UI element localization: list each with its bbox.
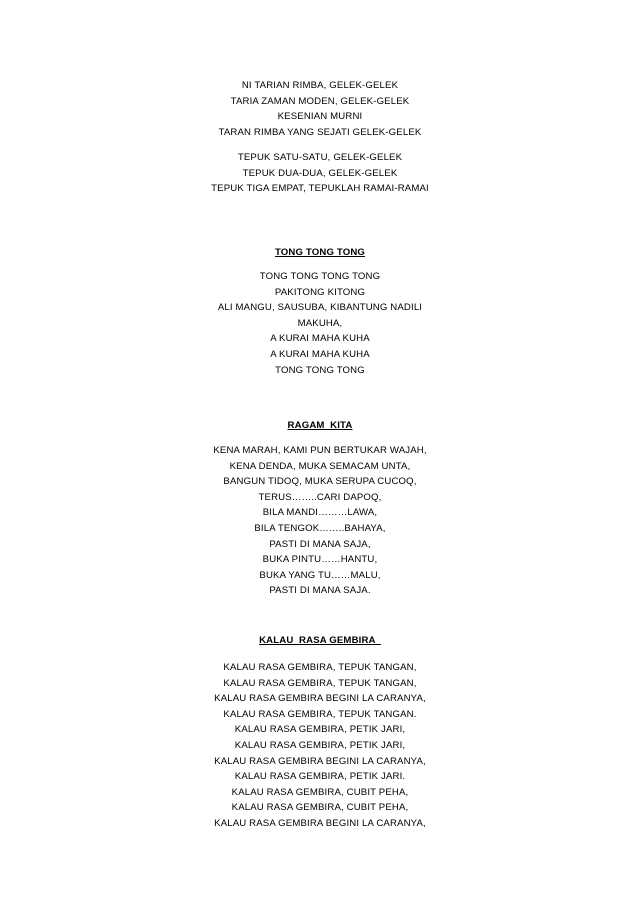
song-ragam-kita-lyrics [195,443,445,599]
lyric-line: TEPUK TIGA EMPAT, TEPUKLAH RAMAI-RAMAI [211,183,429,195]
song-tong-tong-title-block [195,245,445,261]
lyric-line: BUKA PINTU……HANTU, [262,554,378,566]
lyric-line: TARIA ZAMAN MODEN, GELEK-GELEK [230,95,410,107]
lyric-line: TARAN RIMBA YANG SEJATI GELEK-GELEK [218,126,422,138]
lyric-line: A KURAI MAHA KUHA [270,348,370,360]
lyric-line: BANGUN TIDOQ, MUKA SERUPA CUCOQ, [223,476,417,488]
song-title: KALAU RASA GEMBIRA [259,635,381,646]
song-kalau-rasa-gembira-lyrics [195,660,445,832]
lyric-line: KENA DENDA, MUKA SEMACAM UNTA, [229,460,411,472]
lyric-line: ALI MANGU, SAUSUBA, KIBANTUNG NADILI [217,302,423,314]
lyric-line: KALAU RASA GEMBIRA, PETIK JARI, [234,739,406,751]
lyric-line: PASTI DI MANA SAJA. [269,585,371,597]
lyric-line: KALAU RASA GEMBIRA, TEPUK TANGAN. [223,708,417,720]
song-gelek-verse-1 [195,78,445,140]
song-kalau-rasa-gembira-title-block [195,633,445,649]
lyric-line: KENA MARAH, KAMI PUN BERTUKAR WAJAH, [213,445,427,456]
lyric-line: BILA MANDI………LAWA, [262,507,378,519]
lyric-line: KESENIAN MURNI [277,111,363,123]
lyric-line: TONG TONG TONG TONG [259,271,381,282]
lyric-line: PAKITONG KITONG [274,286,366,298]
lyric-line: TERUS……..CARI DAPOQ, [258,491,382,503]
lyric-line: KALAU RASA GEMBIRA, CUBIT PEHA, [231,786,409,798]
lyric-line: TEPUK SATU-SATU, GELEK-GELEK [237,152,403,163]
lyric-line: KALAU RASA GEMBIRA, TEPUK TANGAN, [223,662,417,673]
song-ragam-kita-title-block [195,418,445,434]
lyric-line: KALAU RASA GEMBIRA, PETIK JARI. [234,771,406,783]
lyric-line: KALAU RASA GEMBIRA, CUBIT PEHA, [231,802,409,814]
song-gelek-verse-2 [195,150,445,197]
lyric-line: KALAU RASA GEMBIRA, PETIK JARI, [234,724,406,736]
lyric-line: KALAU RASA GEMBIRA, TEPUK TANGAN, [223,677,417,689]
lyric-line: TONG TONG TONG [275,364,365,376]
song-title: TONG TONG TONG [274,247,366,258]
lyric-line: NI TARIAN RIMBA, GELEK-GELEK [241,80,399,91]
lyric-line: BUKA YANG TU……MALU, [259,569,381,581]
lyric-line: KALAU RASA GEMBIRA BEGINI LA CARANYA, [214,693,426,705]
song-tong-tong-lyrics [195,269,445,378]
lyric-line: KALAU RASA GEMBIRA BEGINI LA CARANYA, [214,817,426,829]
lyric-line: PASTI DI MANA SAJA, [269,538,371,550]
lyric-line: MAKUHA, [297,317,343,329]
lyric-line: BILA TENGOK……..BAHAYA, [254,522,386,534]
lyric-line: KALAU RASA GEMBIRA BEGINI LA CARANYA, [214,755,426,767]
song-title: RAGAM KITA [287,420,353,431]
lyric-line: TEPUK DUA-DUA, GELEK-GELEK [242,167,398,179]
lyric-line: A KURAI MAHA KUHA [270,333,370,345]
